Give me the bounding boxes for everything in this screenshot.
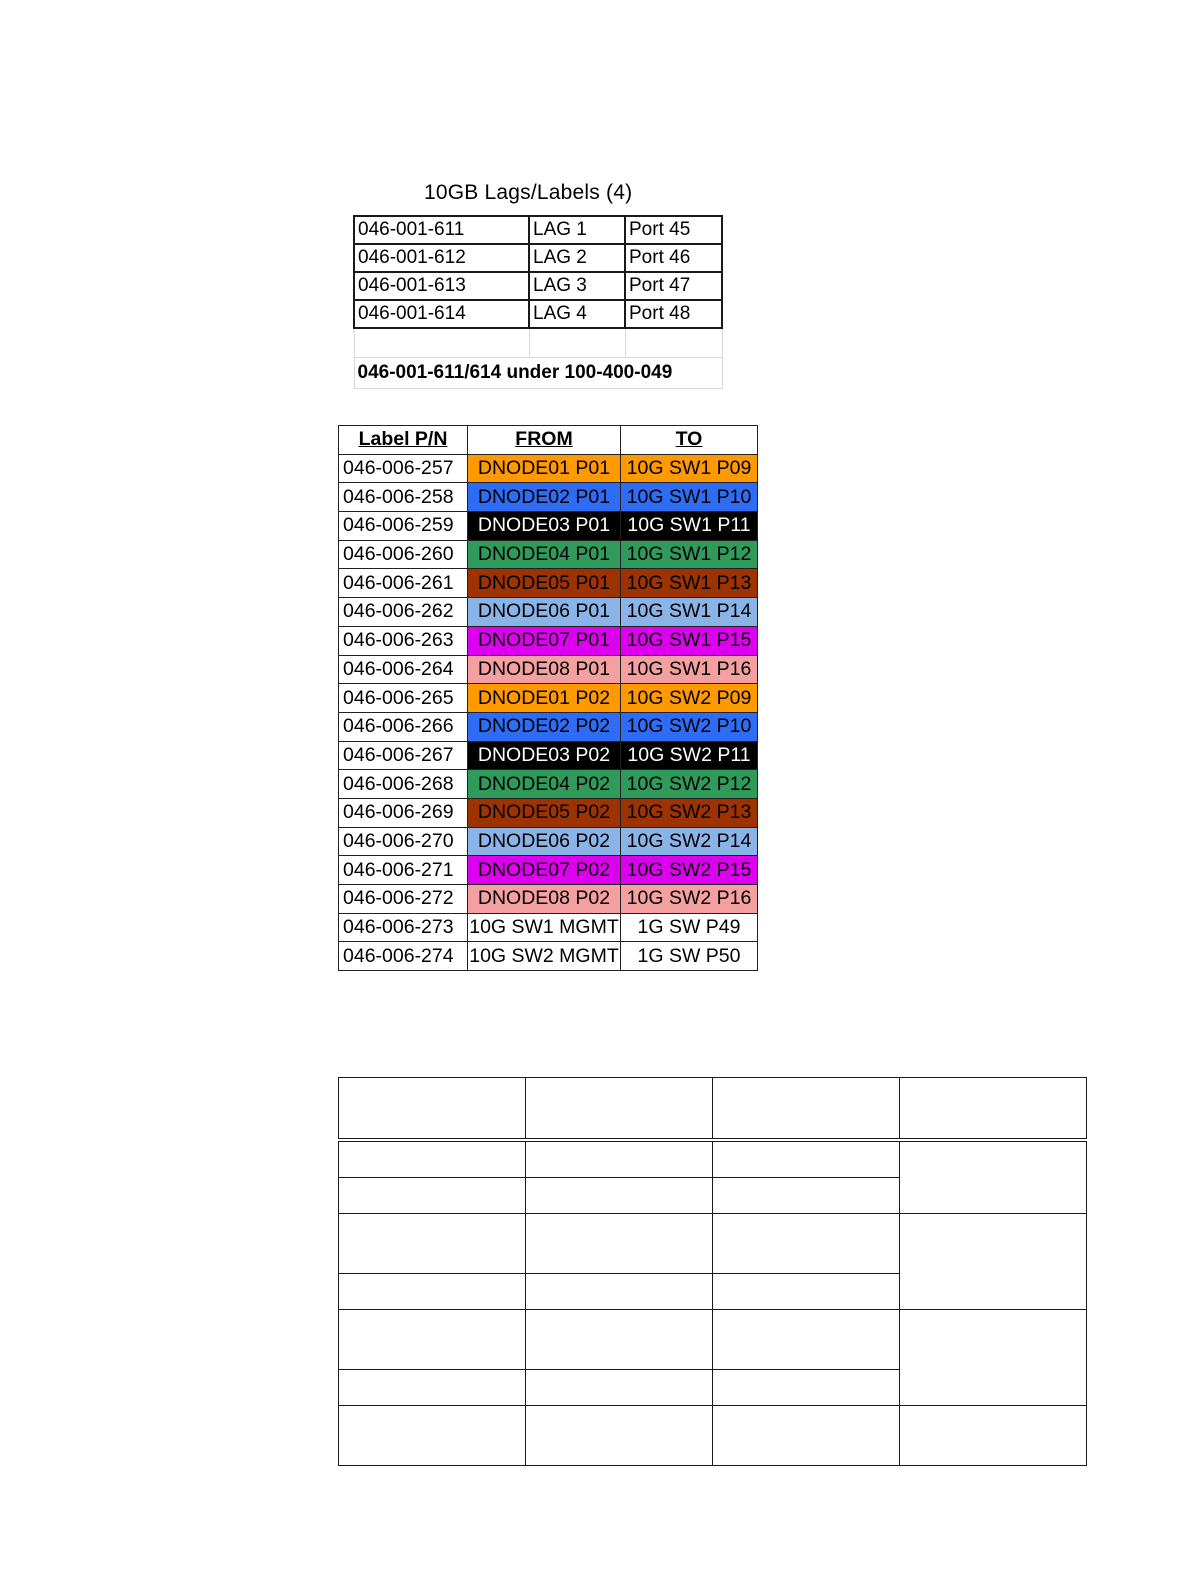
table-row — [339, 798, 758, 827]
from-cell: DNODE07 P02 — [468, 856, 621, 885]
empty-cell — [713, 1078, 900, 1141]
to-cell: 10G SW1 P14 — [621, 598, 758, 627]
lag-name-cell: LAG 4 — [529, 300, 625, 328]
lag-pn-cell: 046-001-611 — [354, 216, 529, 244]
empty-cell — [526, 1178, 713, 1214]
lag-name-cell: LAG 1 — [529, 216, 625, 244]
empty-cell — [339, 1406, 526, 1466]
table-row — [354, 272, 722, 300]
table-row — [339, 1406, 1087, 1466]
empty-cell — [900, 1078, 1087, 1141]
label-pn-cell: 046-006-267 — [339, 741, 468, 770]
empty-cell — [713, 1214, 900, 1274]
empty-cell — [339, 1310, 526, 1370]
to-cell: 10G SW1 P13 — [621, 569, 758, 598]
empty-cell — [526, 1406, 713, 1466]
table-row — [339, 770, 758, 799]
label-table — [338, 425, 758, 971]
empty-cell — [713, 1274, 900, 1310]
from-cell: DNODE06 P02 — [468, 827, 621, 856]
label-pn-cell: 046-006-265 — [339, 684, 468, 713]
from-cell: DNODE02 P01 — [468, 483, 621, 512]
from-cell: DNODE06 P01 — [468, 598, 621, 627]
lag-name-cell: LAG 3 — [529, 272, 625, 300]
label-pn-cell: 046-006-272 — [339, 885, 468, 914]
table-row — [339, 569, 758, 598]
empty-cell — [526, 1140, 713, 1178]
lag-pn-cell: 046-001-613 — [354, 272, 529, 300]
label-pn-cell: 046-006-257 — [339, 454, 468, 483]
empty-cell — [354, 328, 529, 358]
table-row — [339, 512, 758, 541]
label-pn-cell: 046-006-259 — [339, 512, 468, 541]
empty-cell — [900, 1140, 1087, 1214]
empty-cell — [529, 328, 625, 358]
label-pn-cell: 046-006-266 — [339, 712, 468, 741]
table-row — [339, 655, 758, 684]
empty-cell — [526, 1274, 713, 1310]
to-cell: 10G SW1 P15 — [621, 626, 758, 655]
lag-port-cell: Port 47 — [625, 272, 722, 300]
table-header-row — [339, 426, 758, 455]
label-pn-cell: 046-006-270 — [339, 827, 468, 856]
empty-cell — [900, 1214, 1087, 1310]
label-pn-cell: 046-006-261 — [339, 569, 468, 598]
empty-cell — [900, 1310, 1087, 1406]
empty-cell — [339, 1214, 526, 1274]
empty-cell — [713, 1406, 900, 1466]
table-row — [339, 684, 758, 713]
from-cell: DNODE04 P02 — [468, 770, 621, 799]
from-cell: 10G SW1 MGMT — [468, 913, 621, 942]
to-cell: 10G SW1 P16 — [621, 655, 758, 684]
from-cell: DNODE08 P02 — [468, 885, 621, 914]
from-cell: DNODE01 P02 — [468, 684, 621, 713]
label-pn-cell: 046-006-273 — [339, 913, 468, 942]
table-row — [339, 1140, 1087, 1178]
empty-cell — [339, 1274, 526, 1310]
from-cell: DNODE05 P02 — [468, 798, 621, 827]
table-row — [339, 483, 758, 512]
label-pn-cell: 046-006-274 — [339, 942, 468, 971]
table-row — [339, 856, 758, 885]
label-pn-cell: 046-006-258 — [339, 483, 468, 512]
table-row — [354, 300, 722, 328]
table-row — [354, 216, 722, 244]
empty-cell — [526, 1214, 713, 1274]
empty-cell — [713, 1178, 900, 1214]
from-cell: DNODE02 P02 — [468, 712, 621, 741]
table-row — [339, 454, 758, 483]
from-cell: DNODE08 P01 — [468, 655, 621, 684]
empty-cell — [339, 1370, 526, 1406]
empty-cell — [900, 1406, 1087, 1466]
empty-cell — [625, 328, 722, 358]
lag-pn-cell: 046-001-614 — [354, 300, 529, 328]
lag-name-cell: LAG 2 — [529, 244, 625, 272]
lag-port-cell: Port 48 — [625, 300, 722, 328]
to-cell: 10G SW1 P12 — [621, 540, 758, 569]
empty-form-table — [338, 1077, 1087, 1466]
lag-pn-cell: 046-001-612 — [354, 244, 529, 272]
table-row — [339, 942, 758, 971]
table-row — [339, 712, 758, 741]
table-row — [339, 913, 758, 942]
empty-cell — [713, 1310, 900, 1370]
table-row — [339, 1310, 1087, 1370]
to-cell: 1G SW P50 — [621, 942, 758, 971]
label-pn-cell: 046-006-264 — [339, 655, 468, 684]
header-from: FROM — [468, 426, 621, 455]
header-label-pn: Label P/N — [339, 426, 468, 455]
to-cell: 10G SW2 P14 — [621, 827, 758, 856]
label-pn-cell: 046-006-268 — [339, 770, 468, 799]
empty-cell — [339, 1078, 526, 1141]
from-cell: DNODE01 P01 — [468, 454, 621, 483]
header-to: TO — [621, 426, 758, 455]
empty-cell — [526, 1078, 713, 1141]
table-row — [354, 244, 722, 272]
lag-table — [353, 215, 723, 389]
label-pn-cell: 046-006-271 — [339, 856, 468, 885]
lag-port-cell: Port 45 — [625, 216, 722, 244]
empty-cell — [713, 1370, 900, 1406]
table-row — [339, 741, 758, 770]
to-cell: 10G SW1 P10 — [621, 483, 758, 512]
empty-cell — [526, 1310, 713, 1370]
from-cell: DNODE03 P01 — [468, 512, 621, 541]
empty-row — [354, 328, 722, 358]
table-row — [339, 1078, 1087, 1141]
label-pn-cell: 046-006-263 — [339, 626, 468, 655]
to-cell: 10G SW2 P11 — [621, 741, 758, 770]
table-row — [339, 885, 758, 914]
to-cell: 10G SW2 P12 — [621, 770, 758, 799]
table-row — [339, 626, 758, 655]
table-row — [339, 540, 758, 569]
lag-table-title: 10GB Lags/Labels (4) — [424, 181, 633, 204]
from-cell: DNODE07 P01 — [468, 626, 621, 655]
label-pn-cell: 046-006-260 — [339, 540, 468, 569]
to-cell: 10G SW2 P16 — [621, 885, 758, 914]
table-row — [339, 1214, 1087, 1274]
to-cell: 1G SW P49 — [621, 913, 758, 942]
empty-cell — [339, 1140, 526, 1178]
table-row — [339, 827, 758, 856]
to-cell: 10G SW2 P10 — [621, 712, 758, 741]
lag-port-cell: Port 46 — [625, 244, 722, 272]
to-cell: 10G SW2 P13 — [621, 798, 758, 827]
to-cell: 10G SW1 P11 — [621, 512, 758, 541]
lag-note: 046-001-611/614 under 100-400-049 — [354, 358, 722, 389]
from-cell: DNODE04 P01 — [468, 540, 621, 569]
table-row — [339, 598, 758, 627]
from-cell: DNODE05 P01 — [468, 569, 621, 598]
label-pn-cell: 046-006-269 — [339, 798, 468, 827]
label-pn-cell: 046-006-262 — [339, 598, 468, 627]
to-cell: 10G SW1 P09 — [621, 454, 758, 483]
to-cell: 10G SW2 P09 — [621, 684, 758, 713]
empty-cell — [526, 1370, 713, 1406]
empty-cell — [713, 1140, 900, 1178]
empty-cell — [339, 1178, 526, 1214]
to-cell: 10G SW2 P15 — [621, 856, 758, 885]
from-cell: 10G SW2 MGMT — [468, 942, 621, 971]
note-row — [354, 358, 722, 389]
from-cell: DNODE03 P02 — [468, 741, 621, 770]
